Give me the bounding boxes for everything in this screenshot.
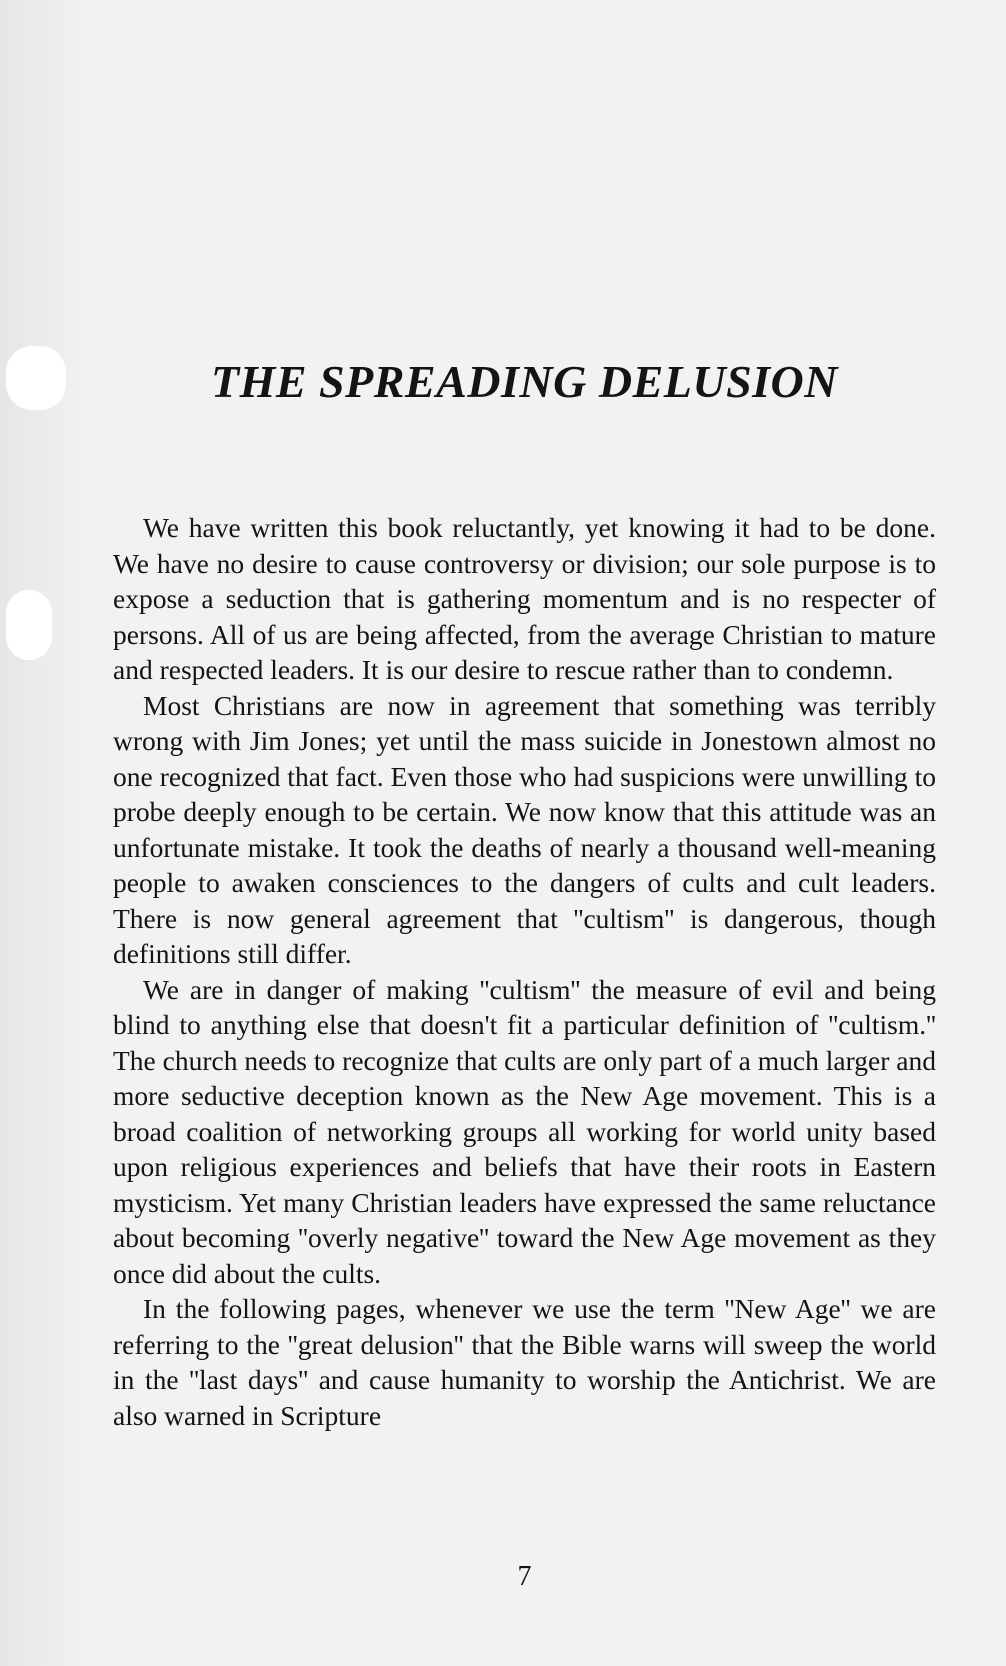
book-page bbox=[113, 0, 936, 1666]
punch-hole-bottom bbox=[6, 590, 52, 660]
chapter-title: THE SPREADING DELUSION bbox=[211, 356, 838, 407]
scan-shadow bbox=[0, 0, 90, 1666]
punch-hole-top bbox=[6, 346, 66, 410]
paragraph-4: In the following pages, whenever we use the term ''New Age'' we are referring to the ''great delusion'' that the Bible warns will sweep the world in the ''last days'' and cause humanity to worship the Antichrist. We are also warned in Scripture bbox=[113, 1293, 936, 1431]
paragraph-1: We have written this book reluctantly, yet knowing it had to be done. We have no desire to cause controversy or division; our sole purpose is to expose a seduction that is gathering momentum and is no respecter of persons. All of us are being affected, from the average Christian to mature and respected leaders. It is our desire to rescue rather than to condemn. bbox=[113, 512, 936, 685]
body-text bbox=[113, 510, 936, 1433]
page-number: 7 bbox=[517, 1561, 532, 1592]
paragraph-3: We are in danger of making ''cultism'' the measure of evil and being blind to anything else that doesn't fit a particular definition of ''cultism.'' The church needs to recognize that cults are only part of a much larger and more seductive deception known as the New Age movement. This is a broad coalition of networking groups all working for world unity based upon religious experiences and beliefs that have their roots in Eastern mysticism. Yet many Christian leaders have expressed the same reluctance about becoming ''overly negative'' toward the New Age movement as they once did about the cults. bbox=[113, 973, 936, 1289]
paragraph-2: Most Christians are now in agreement that something was terribly wrong with Jim Jones; yet until the mass suicide in Jonestown almost no one recognized that fact. Even those who had suspicions were unwilling to probe deeply enough to be certain. We now know that this attitude was an unfortunate mistake. It took the deaths of nearly a thousand well-meaning people to awaken consciences to the dangers of cults and cult leaders. There is now general agreement that ''cultism'' is dangerous, though definitions still differ. bbox=[113, 689, 936, 969]
